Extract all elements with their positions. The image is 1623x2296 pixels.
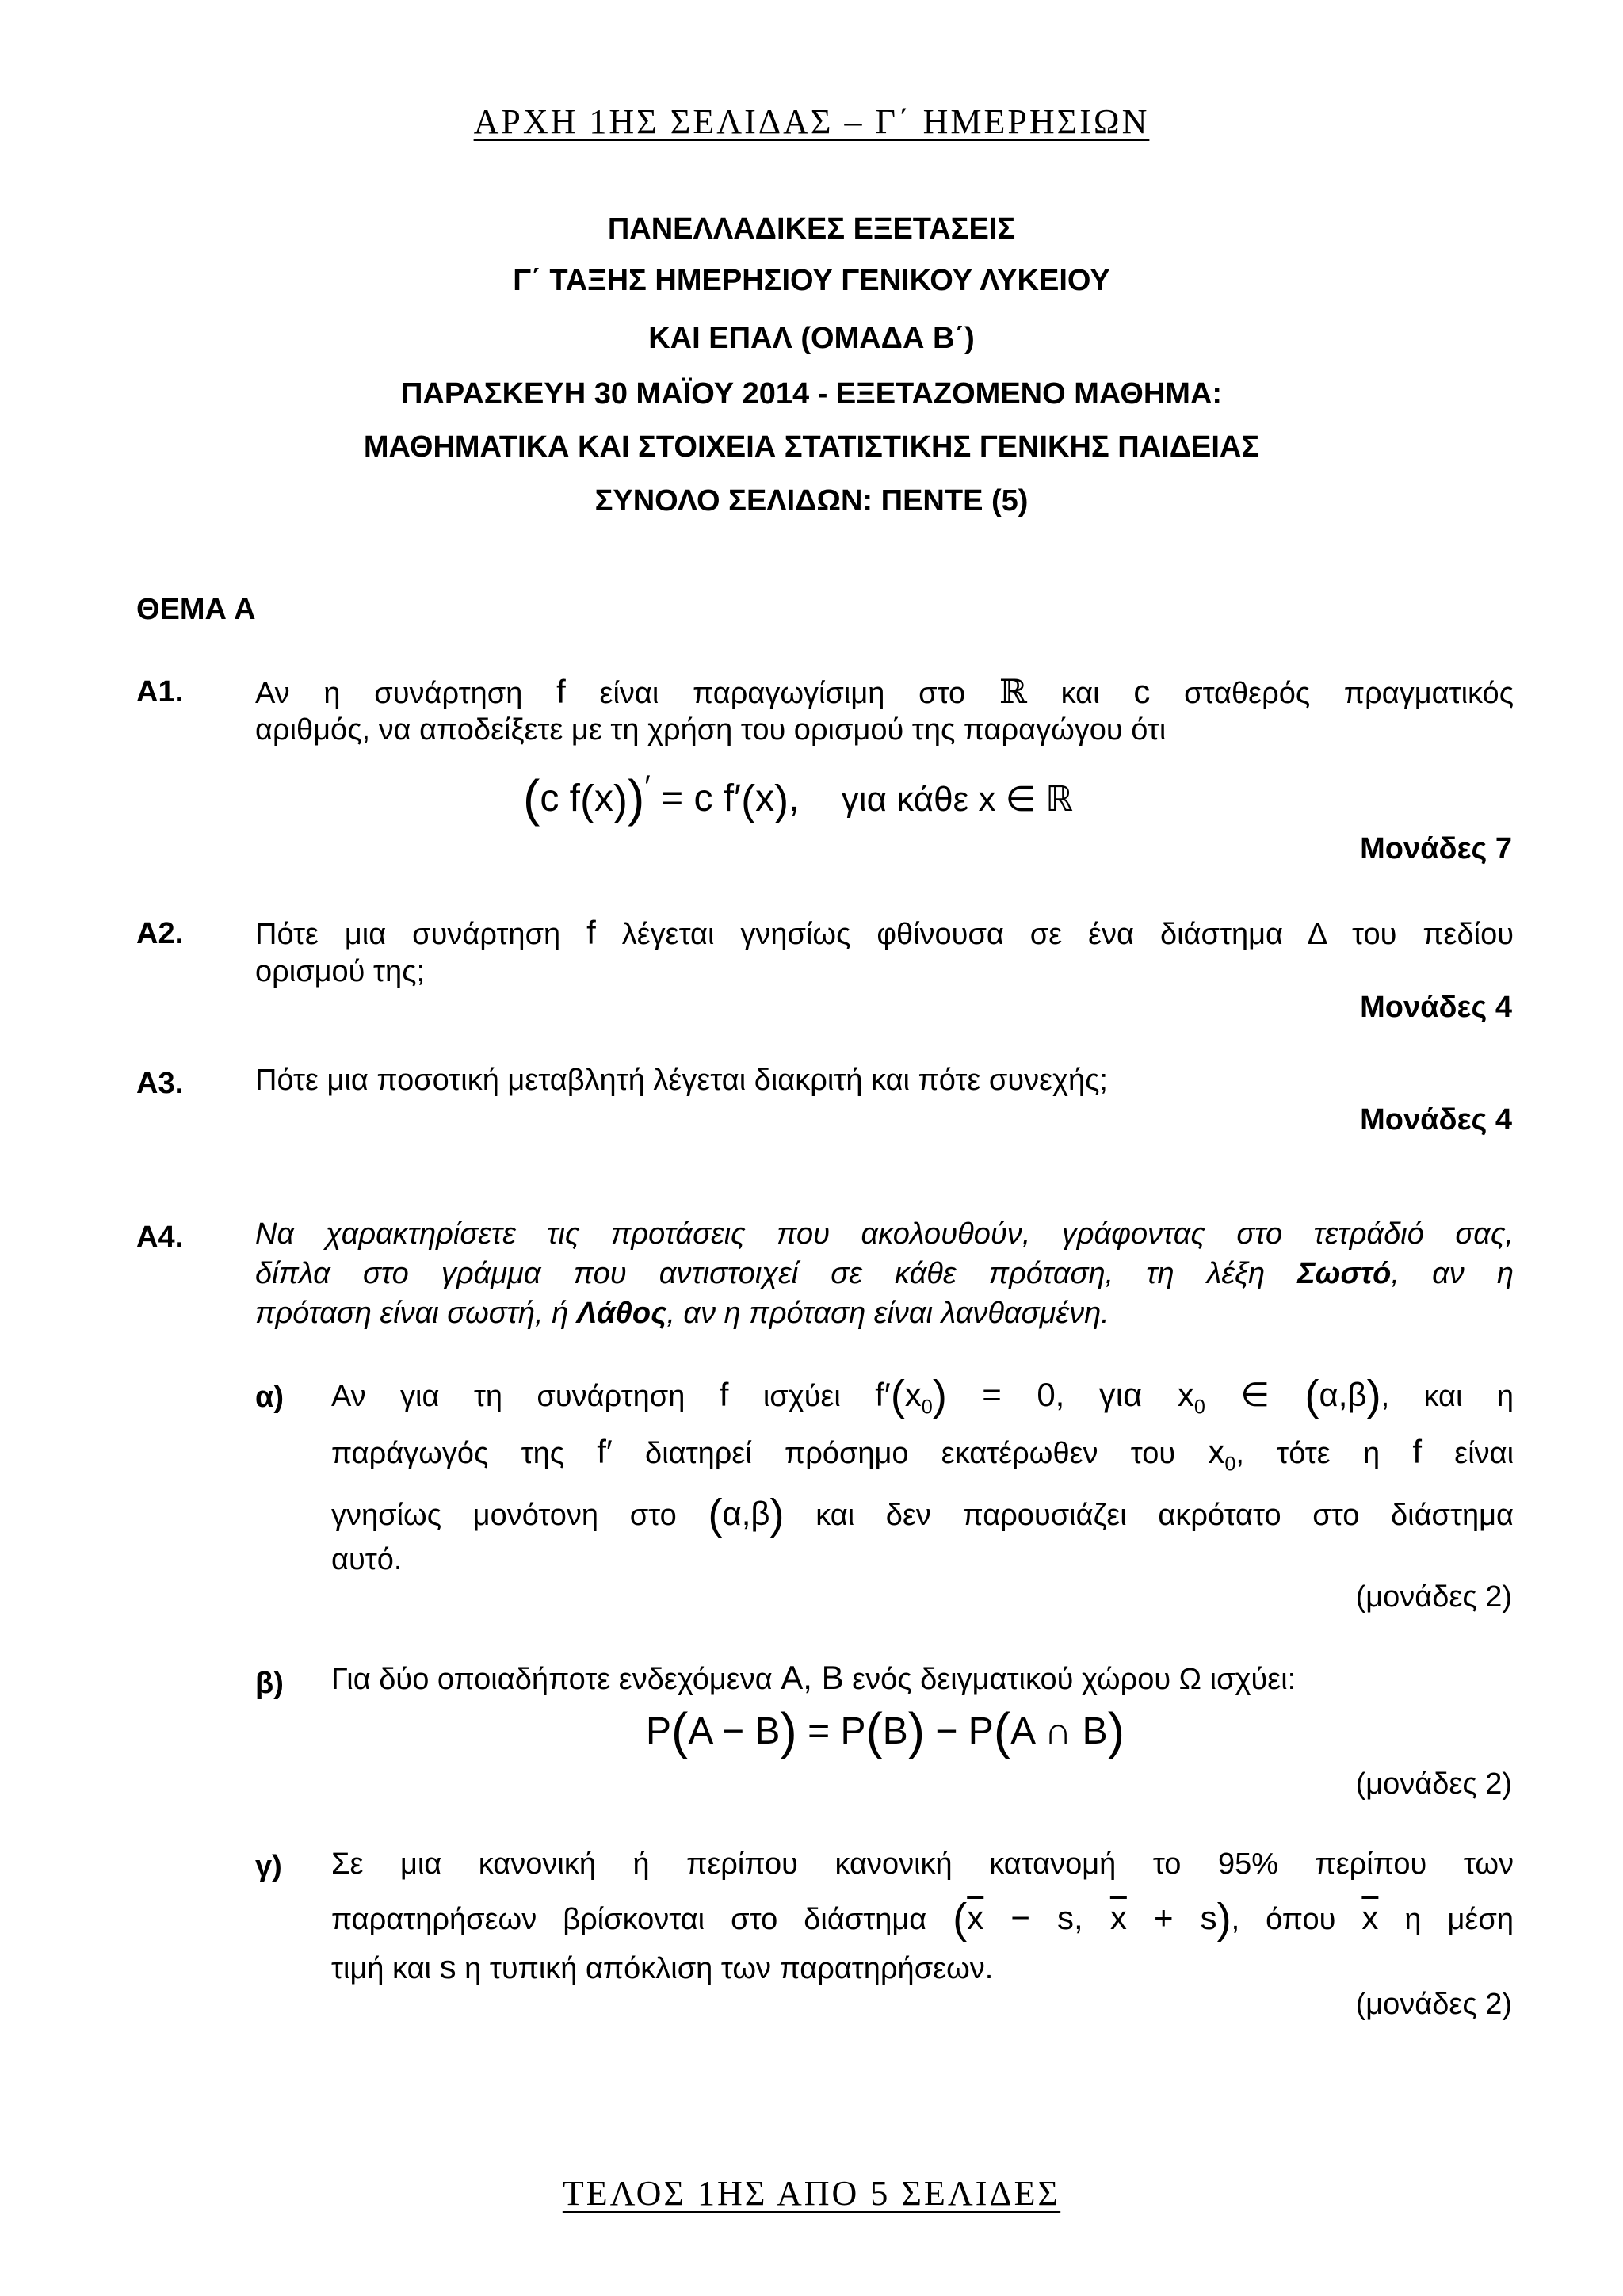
exam-title-6: ΣΥΝΟΛΟ ΣΕΛΙΔΩΝ: ΠΕΝΤΕ (5) bbox=[594, 484, 1029, 518]
a1-formula-text: για κάθε x ∈ ℝ bbox=[841, 780, 1074, 819]
item-b-marks: (μονάδες 2) bbox=[1355, 1767, 1512, 1801]
item-c-line3: τιμή και s η τυπική απόκλιση των παρατηρήσεων. bbox=[331, 1948, 994, 1985]
item-a-line4: αυτό. bbox=[331, 1543, 403, 1576]
exam-title-4: ΠΑΡΑΣΚΕΥΗ 30 ΜΑΪΟΥ 2014 - ΕΞΕΤΑΖΟΜΕΝΟ ΜΑΘΗΜΑ: bbox=[400, 377, 1223, 411]
a2-marks: Μονάδες 4 bbox=[1360, 991, 1512, 1024]
a3-marks: Μονάδες 4 bbox=[1360, 1103, 1512, 1137]
a2-line2: ορισμού της; bbox=[255, 955, 426, 988]
item-a-label: α) bbox=[255, 1381, 285, 1414]
item-c-label: γ) bbox=[255, 1850, 282, 1883]
exam-title-2: Γ΄ ΤΑΞΗΣ ΗΜΕΡΗΣΙΟΥ ΓΕΝΙΚΟΥ ΛΥΚΕΙΟΥ bbox=[513, 264, 1110, 297]
a1-formula: (c f(x))′ = c f′(x), για κάθε x ∈ ℝ bbox=[523, 770, 1074, 827]
item-c-marks: (μονάδες 2) bbox=[1355, 1988, 1512, 2021]
a2-line1: Πότε μια συνάρτηση f λέγεται γνησίως φθίνουσα σε ένα διάστημα Δ του πεδίου bbox=[255, 914, 1514, 951]
a4-label: Α4. bbox=[136, 1221, 184, 1254]
item-a-marks: (μονάδες 2) bbox=[1355, 1580, 1512, 1614]
item-a-line1: Αν για τη συνάρτηση f ισχύει $f'(x_0) = 0$, για $x_0$ ∈ (α,β), και η bbox=[331, 1372, 1514, 1419]
item-a-line2: παράγωγός της f′ διατηρεί πρόσημο εκατέρωθεν του $x_0$, τότε η f είναι bbox=[331, 1433, 1514, 1476]
a1-marks: Μονάδες 7 bbox=[1360, 832, 1512, 865]
exam-title-1: ΠΑΝΕΛΛΑΔΙΚΕΣ ΕΞΕΤΑΣΕΙΣ bbox=[607, 212, 1016, 246]
a4-line2: δίπλα στο γράμμα που αντιστοιχεί σε κάθε πρόταση, τη λέξη Σωστό, αν η bbox=[255, 1257, 1514, 1290]
word-correct: Σωστό bbox=[1297, 1257, 1392, 1290]
exam-title-3: ΚΑΙ ΕΠΑΛ (ΟΜΑΔΑ Β΄) bbox=[648, 322, 975, 355]
a2-label: Α2. bbox=[136, 917, 184, 950]
item-c-line2: παρατηρήσεων βρίσκονται στο διάστημα ($\overline{x} - s$, $\overline{x} + s$), όπου $\overline{x}$ η μέση bbox=[331, 1895, 1514, 1943]
item-c-line1: Σε μια κανονική ή περίπου κανονική κατανομή το 95% περίπου των bbox=[331, 1847, 1514, 1881]
a1-line1: Αν η συνάρτηση f είναι παραγωγίσιμη στο ℝ και c σταθερός πραγματικός bbox=[255, 672, 1514, 711]
a3-text: Πότε μια ποσοτική μεταβλητή λέγεται διακριτή και πότε συνεχής; bbox=[255, 1064, 1108, 1097]
a1-line2: αριθμός, να αποδείξετε με τη χρήση του ορισμού της παραγώγου ότι bbox=[255, 713, 1167, 747]
item-b-formula: P(A − B) = P(B) − P(A ∩ B) bbox=[646, 1702, 1125, 1759]
a4-line3: πρόταση είναι σωστή, ή Λάθος, αν η πρόταση είναι λανθασμένη. bbox=[255, 1297, 1109, 1330]
item-a-line3: γνησίως μονότονη στο (α,β) και δεν παρουσιάζει ακρότατο στο διάστημα bbox=[331, 1491, 1514, 1538]
page-footer: ΤΕΛΟΣ 1ΗΣ ΑΠΟ 5 ΣΕΛΙΔΕΣ bbox=[562, 2174, 1061, 2213]
exam-title-5: ΜΑΘΗΜΑΤΙΚΑ ΚΑΙ ΣΤΟΙΧΕΙΑ ΣΤΑΤΙΣΤΙΚΗΣ ΓΕΝΙΚΗΣ ΠΑΙΔΕΙΑΣ bbox=[363, 430, 1260, 464]
a4-line1: Να χαρακτηρίσετε τις προτάσεις που ακολουθούν, γράφοντας στο τετράδιό σας, bbox=[255, 1217, 1514, 1251]
item-b-label: β) bbox=[255, 1667, 284, 1700]
word-wrong: Λάθος bbox=[576, 1297, 667, 1330]
page-header: ΑΡΧΗ 1ΗΣ ΣΕΛΙΔΑΣ – Γ΄ ΗΜΕΡΗΣΙΩΝ bbox=[473, 102, 1150, 141]
item-b-line1: Για δύο οποιαδήποτε ενδεχόμενα Α, Β ενός δειγματικού χώρου Ω ισχύει: bbox=[331, 1659, 1296, 1696]
a3-label: Α3. bbox=[136, 1067, 184, 1100]
section-title: ΘΕΜΑ Α bbox=[136, 593, 256, 626]
a1-label: Α1. bbox=[136, 675, 184, 709]
